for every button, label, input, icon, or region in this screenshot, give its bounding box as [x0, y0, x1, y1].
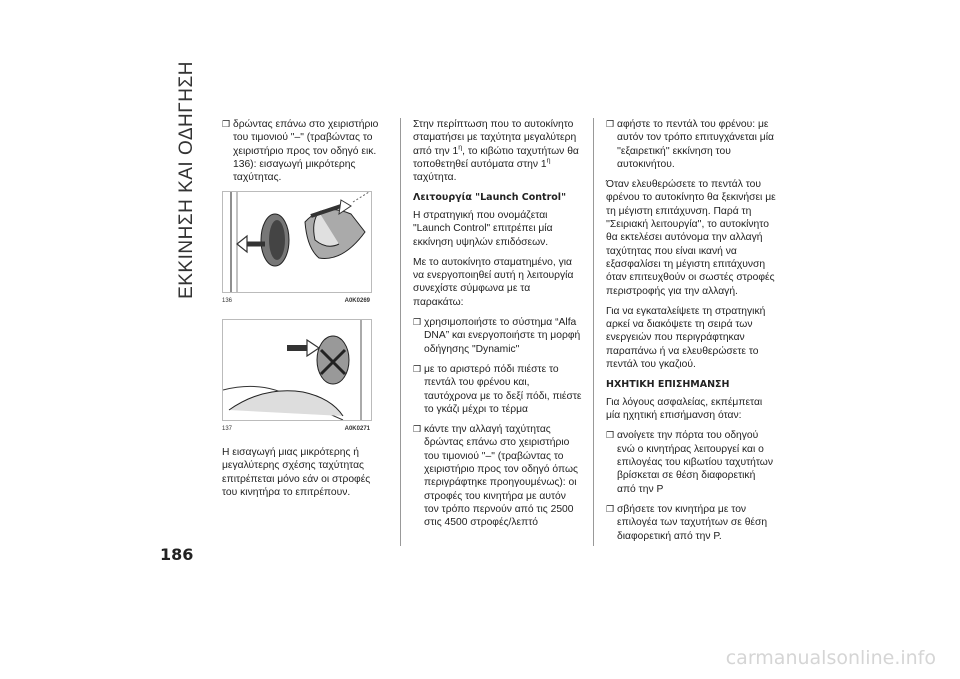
list-item: ❒ ανοίγετε την πόρτα του οδηγού ενώ ο κινητήρας λειτουργεί και ο επιλογέας του κιβωτίου ταχυτήτων βρίσκεται σε θέση διαφορετική από την P	[606, 430, 773, 495]
list-item: ❒ δρώντας επάνω στο χειριστήριο του τιμονιού "–" (τραβώντας το χειριστήριο προς τον οδηγό εικ. 136): εισαγωγή μικρότερης ταχύτητας.	[222, 119, 379, 184]
paddle-shifter-push-illustration	[223, 320, 371, 420]
checkbox-bullet-icon: ❒	[413, 363, 422, 374]
checkbox-bullet-icon: ❒	[606, 503, 615, 514]
checkbox-bullet-icon: ❒	[413, 317, 422, 328]
paragraph: Με το αυτοκίνητο σταματημένο, για να ενεργοποιηθεί αυτή η λειτουργία συνεχίστε σύμφωνα με τα παρακάτω:	[413, 256, 574, 308]
list-item: ❒ με το αριστερό πόδι πιέστε το πεντάλ του φρένου και, ταυτόχρονα με το δεξί πόδι, πιέστε το γκάζι μέχρι το τέρμα	[413, 363, 582, 415]
column-3	[606, 118, 776, 550]
section-heading: Λειτουργία "Launch Control"	[413, 192, 567, 204]
list-item: ❒ χρησιμοποιήστε το σύστημα “Alfa DNA” και ενεργοποιήστε τη μορφή οδήγησης "Dynamic"	[413, 317, 581, 355]
column-1	[222, 118, 382, 506]
list-item: ❒ κάντε την αλλαγή ταχύτητας δρώντας επάνω στο χειριστήριο του τιμονιού "–" (τραβώντας το χειριστήριο προς τον οδηγό όπως περιγράφτηκε προηγουμένως): οι στροφές του κινητήρα με αυτόν τον τρόπο περνούν από τις 2500 στις 4500 στροφές/λεπτό	[413, 424, 578, 529]
paragraph: Η εισαγωγή μιας μικρότερης ή μεγαλύτερης σχέσης ταχύτητας επιτρέπεται μόνο εάν οι στροφές του κινητήρα το επιτρέπουν.	[222, 447, 371, 498]
figure-caption: 136 A0K0269	[222, 298, 370, 305]
paragraph: Όταν ελευθερώσετε το πεντάλ του φρένου το αυτοκίνητο θα ξεκινήσει με τη μέγιστη επιτάχυνση. Παρά τη ''Σειριακή λειτουργία'', το αυτοκίνητο θα εκτελέσει αυτόνομα την αλλαγή ταχύτητας που είναι ικανή να εξασφαλίσει τη μέγιστη επιτάχυνση όταν επιτευχθούν οι σωστές στροφές περιστροφής για την αλλαγή.	[606, 179, 776, 297]
column-2	[413, 118, 583, 537]
section-heading: ΗΧΗΤΙΚΗ ΕΠΙΣΗΜΑΝΣΗ	[606, 379, 730, 391]
watermark: carmanualsonline.info	[725, 647, 936, 669]
checkbox-bullet-icon: ❒	[606, 430, 615, 441]
list-item: ❒ αφήστε το πεντάλ του φρένου: με αυτόν τον τρόπο επιτυγχάνεται μία ''εξαιρετική'' εκκίνηση του αυτοκινήτου.	[606, 119, 774, 170]
column-divider	[400, 118, 401, 546]
list-item: ❒ σβήσετε τον κινητήρα με τον επιλογέα των ταχυτήτων σε θέση διαφορετική από την P.	[606, 503, 768, 542]
page-number: 186	[160, 545, 194, 564]
checkbox-bullet-icon: ❒	[413, 424, 422, 435]
figure-136	[222, 191, 372, 293]
paddle-shifter-pull-illustration	[223, 192, 371, 292]
checkbox-bullet-icon: ❒	[222, 119, 231, 129]
figure-137	[222, 319, 372, 421]
paragraph: Στην περίπτωση που το αυτοκίνητο σταματήσει με ταχύτητα μεγαλύτερη από την $1^\eta$, το κιβώτιο ταχυτήτων θα τοποθετηθεί αυτόματα στην $1^\eta$ ταχύτητα.	[413, 119, 579, 184]
paragraph: Η στρατηγική που ονομάζεται "Launch Control" επιτρέπει μία εκκίνηση υψηλών επιδόσεων.	[413, 209, 553, 248]
chapter-side-title: ΕΚΚΙΝΗΣΗ ΚΑΙ ΟΔΗΓΗΣΗ	[176, 61, 197, 299]
paragraph: Για να εγκαταλείψετε τη στρατηγική αρκεί να διακόψετε τη σειρά των ενεργειών που περιγράφτηκαν παραπάνω ή να ελευθερώσετε το πεντάλ του γκαζιού.	[606, 305, 766, 371]
figure-caption: 137 A0K0271	[222, 425, 370, 432]
paragraph: Για λόγους ασφαλείας, εκπέμπεται μία ηχητική επισήμανση όταν:	[606, 396, 763, 422]
column-divider	[593, 118, 594, 546]
checkbox-bullet-icon: ❒	[606, 119, 615, 129]
